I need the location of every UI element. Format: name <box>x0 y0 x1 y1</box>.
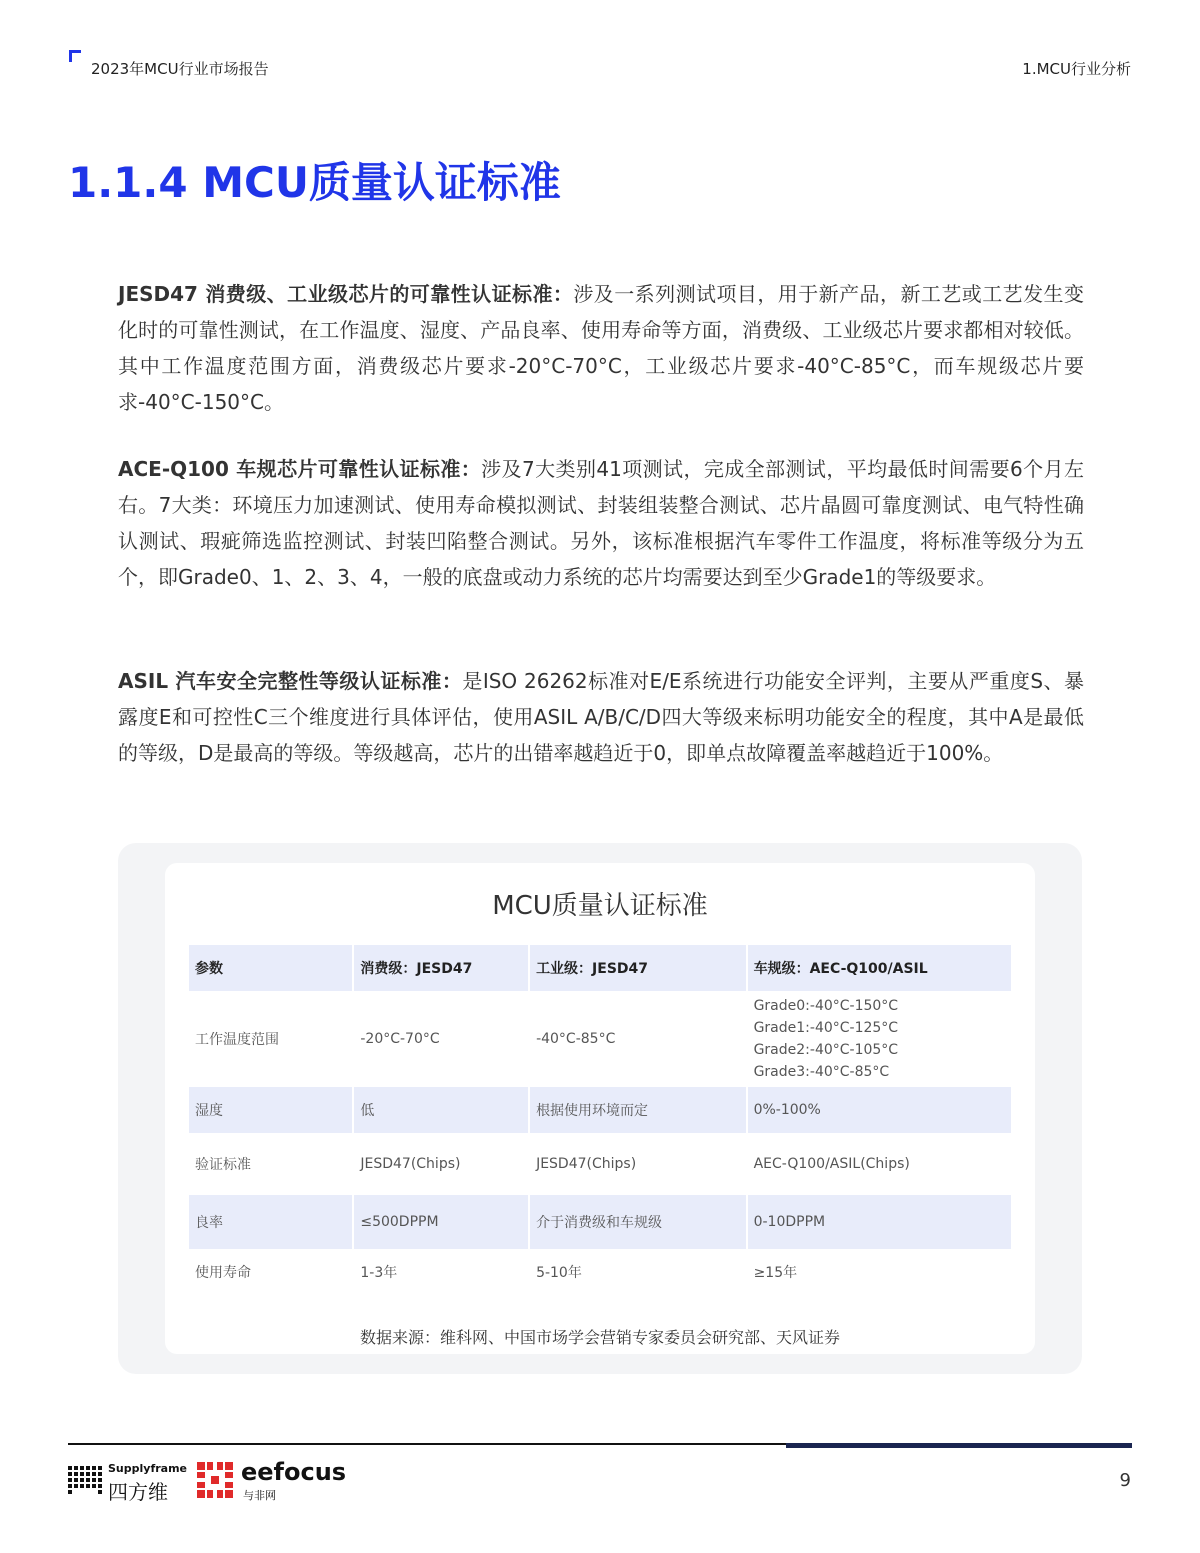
header-cell: 车规级：AEC-Q100/ASIL <box>748 945 1011 991</box>
supplyframe-logo-icon <box>68 1462 102 1498</box>
paragraph-text: 是ISO 26262标准对E/E系统进行功能安全评判，主要从严重度S、暴露度E和可控性C三个维度进行具体评估，使用ASIL A/B/C/D四大等级来标明功能安全的程度，其中A是最低的等级，D是最高的等级。等级越高，芯片的出错率越趋近于0，即单点故障覆盖率越趋近于100%。 <box>118 669 1084 765</box>
table-cell: AEC-Q100/ASIL(Chips) <box>753 1156 910 1172</box>
paragraph-text: 涉及7大类别41项测试，完成全部测试，平均最低时间需要6个月左右。7大类：环境压力加速测试、使用寿命模拟测试、封装组装整合测试、芯片晶圆可靠度测试、电气特性确认测试、瑕疵筛选监控测试、封装凹陷整合测试。另外，该标准根据汽车零件工作温度，将标准等级分为五个，即Grade0、1、2、3、4，一般的底盘或动力系统的芯片均需要达到至少Grade1的等级要求。 <box>118 457 1084 589</box>
sifangwei-wordmark: 四方维 <box>108 1480 168 1504</box>
table-row <box>189 1135 1011 1193</box>
supplyframe-wordmark: Supplyframe <box>108 1462 187 1475</box>
yufeiwang-wordmark: 与非网 <box>243 1489 276 1502</box>
data-source-note: 数据来源：维科网、中国市场学会营销专家委员会研究部、天风证券 <box>359 1328 840 1347</box>
table-cell: JESD47(Chips) <box>536 1156 637 1172</box>
table-cell: ≥15年 <box>753 1265 798 1281</box>
table-cell: 良率 <box>189 1195 352 1249</box>
table-cell: 1-3年 <box>360 1265 398 1281</box>
table-cell: 根据使用环境而定 <box>530 1087 746 1133</box>
table-cell: ≤500DPPM <box>354 1195 528 1249</box>
table-header-row <box>189 945 1011 991</box>
header-cell: 工业级：JESD47 <box>530 945 746 991</box>
table-cell: 使用寿命 <box>195 1265 251 1281</box>
page-number: 9 <box>1119 1470 1131 1491</box>
table-cell: 工作温度范围 <box>195 1032 279 1048</box>
table-row <box>189 993 1011 1085</box>
table-title: MCU质量认证标准 <box>492 891 708 921</box>
table-row <box>189 1195 1011 1249</box>
page-title: 1.1.4 MCU质量认证标准 <box>68 158 561 207</box>
table-cell <box>748 993 1011 1085</box>
paragraph-asil <box>118 663 1084 771</box>
grade-line: Grade3:-40°C-85°C <box>753 1064 890 1080</box>
certification-table <box>187 943 1013 1295</box>
header-cell: 参数 <box>189 945 352 991</box>
eefocus-logo-icon <box>197 1462 233 1498</box>
grade-line: Grade2:-40°C-105°C <box>753 1042 899 1058</box>
paragraph-aec-q100 <box>118 451 1084 595</box>
grade-line: Grade0:-40°C-150°C <box>753 998 899 1014</box>
header-cell: 消费级：JESD47 <box>354 945 528 991</box>
paragraph-lead: ASIL 汽车安全完整性等级认证标准： <box>118 669 463 693</box>
table-cell: JESD47(Chips) <box>360 1156 461 1172</box>
corner-mark <box>69 50 81 62</box>
paragraph-lead: JESD47 消费级、工业级芯片的可靠性认证标准： <box>118 282 574 306</box>
header-report-title: 2023年MCU行业市场报告 <box>91 60 269 78</box>
table-row <box>189 1087 1011 1133</box>
table-cell: 5-10年 <box>536 1265 582 1281</box>
paragraph-jesd47 <box>118 276 1084 420</box>
table-row <box>189 1251 1011 1293</box>
table-cell: 0%-100% <box>748 1087 1011 1133</box>
table-cell: 介于消费级和车规级 <box>530 1195 746 1249</box>
table-cell: 湿度 <box>189 1087 352 1133</box>
paragraph-text: 涉及一系列测试项目，用于新产品，新工艺或工艺发生变化时的可靠性测试，在工作温度、湿度、产品良率、使用寿命等方面，消费级、工业级芯片要求都相对较低。其中工作温度范围方面，消费级芯片要求-20°C-70°C，工业级芯片要求-40°C-85°C，而车规级芯片要求-40°C-150°C。 <box>118 282 1085 414</box>
table-cell: 低 <box>354 1087 528 1133</box>
eefocus-wordmark: eefocus <box>241 1458 347 1486</box>
paragraph-lead: ACE-Q100 车规芯片可靠性认证标准： <box>118 457 482 481</box>
table-cell: 0-10DPPM <box>748 1195 1011 1249</box>
footer-divider-accent <box>786 1443 1132 1448</box>
grade-line: Grade1:-40°C-125°C <box>753 1020 899 1036</box>
table-cell: -40°C-85°C <box>536 1031 616 1047</box>
table-cell: 验证标准 <box>195 1157 251 1173</box>
table-cell: -20°C-70°C <box>360 1031 440 1047</box>
header-section-name: 1.MCU行业分析 <box>1022 60 1131 78</box>
